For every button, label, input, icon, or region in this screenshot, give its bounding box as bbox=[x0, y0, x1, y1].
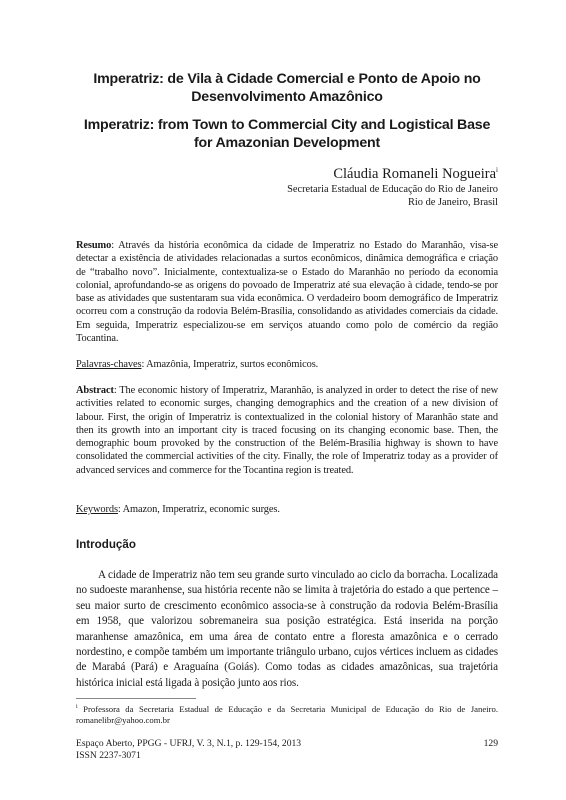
keywords-text: : Amazon, Imperatriz, economic surges. bbox=[117, 504, 280, 515]
footnote bbox=[76, 702, 498, 727]
author-name bbox=[287, 161, 498, 183]
keywords-paragraph bbox=[76, 503, 498, 516]
resumo-text: : Através da história econômica da cidade de Imperatriz no Estado do Maranhão, visa-se detectar a existência de atividades relacionadas a surtos econômicos, dinâmica demográfica e criação de “trabalho novo”. Inicialmente, contextualiza-se o Estado do Maranhão no período da economia colonial, aprofundando-se as origens do povoado de Imperatriz até sua elevação à cidade, tendo-se por base as atividades que sustentaram sua vida econômica. O verdadeiro boom demográfico de Imperatriz ocorreu com a construção da rodovia Belém-Brasília, consolidando as atividades comerciais da cidade. Em seguida, Imperatriz especializou-se em serviços atuando como polo de comércio da região Tocantina. bbox=[76, 240, 498, 345]
author-block bbox=[287, 161, 498, 210]
abstract-label: Abstract bbox=[76, 385, 114, 396]
paper-page bbox=[76, 0, 498, 800]
title-portuguese: Imperatriz: de Vila à Cidade Comercial e Ponto de Apoio no Desenvolvimento Amazônico bbox=[93, 71, 481, 105]
section-title-introducao: Introdução bbox=[76, 538, 136, 551]
footnote-text: Professora da Secretaria Estadual de Educação e da Secretaria Municipal de Educação do Rio de Janeiro. romanelibr@yahoo.com.br bbox=[76, 703, 498, 726]
palavras-chaves-text: : Amazônia, Imperatriz, surtos econômicos. bbox=[141, 359, 319, 370]
body-paragraph: A cidade de Imperatriz não tem seu grande surto vinculado ao ciclo da borracha. Localizada no sudoeste maranhense, sua história recente não se limita à trajetória do estado a que pertence – seu maior surto de crescimento econômico associa-se à construção da rodovia Belém-Brasília em 1958, que valorizou sobremaneira sua posição estratégica. Está inserida na porção maranhense amazônica, em uma área de contato entre a floresta amazônica e o cerrado nordestino, e compõe também um importante triângulo urbano, cujos vértices incluem as cidades de Marabá (Pará) e Araguaína (Goiás). Como todas as cidades amazônicas, sua trajetória histórica inicial está ligada à posição junto aos rios. bbox=[76, 569, 498, 689]
abstract-text: : The economic history of Imperatriz, Maranhão, is analyzed in order to detect the rise of new activities related to economic surges, changing demographics and the creation of a new division of labour. First, the origin of Imperatriz is contextualized in the colonial history of Maranhão state and then its growth into an important city is traced focusing on its changing economic base. Then, the demographic boum provoked by the construction of the Belém-Brasília highway is shown to have consolidated the commercial activities of the city. Finally, the role of Imperatriz today as a provider of advanced services and commerce for the Tocantina region is treated. bbox=[76, 385, 498, 476]
page-number: 129 bbox=[483, 738, 498, 749]
author-name-text: Cláudia Romaneli Nogueira bbox=[333, 165, 497, 182]
title-english: Imperatriz: from Town to Commercial City and Logistical Base for Amazonian Development bbox=[83, 117, 491, 151]
resumo-paragraph bbox=[76, 239, 498, 345]
footer-issn: ISSN 2237-3071 bbox=[76, 750, 141, 761]
affiliation-line-2: Rio de Janeiro, Brasil bbox=[407, 197, 498, 209]
palavras-chaves-paragraph bbox=[76, 358, 498, 371]
footnote-mark: i bbox=[76, 704, 78, 710]
footer-journal: Espaço Aberto, PPGG - UFRJ, V. 3, N.1, p. 129-154, 2013 bbox=[76, 738, 302, 749]
footer-journal-info bbox=[76, 738, 301, 762]
palavras-chaves-label: Palavras-chaves bbox=[76, 359, 142, 370]
footnote-divider bbox=[76, 698, 196, 699]
affiliation-line-1: Secretaria Estadual de Educação do Rio de Janeiro bbox=[287, 183, 498, 195]
abstract-paragraph bbox=[76, 384, 498, 477]
author-footnote-mark[interactable]: i bbox=[496, 166, 498, 174]
keywords-label: Keywords bbox=[76, 504, 118, 515]
resumo-label: Resumo bbox=[76, 240, 112, 251]
